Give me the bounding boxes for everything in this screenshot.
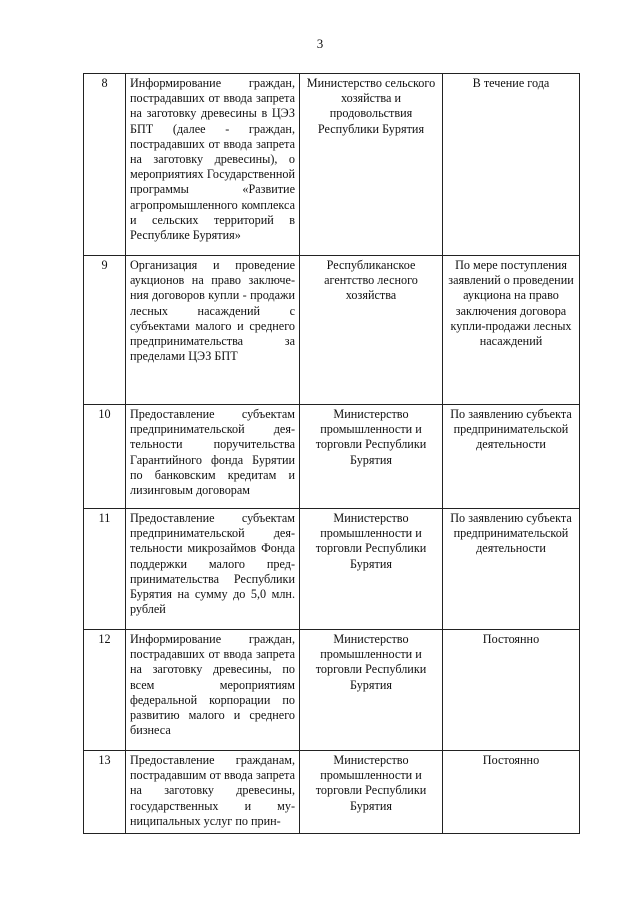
- measures-table: [83, 73, 580, 834]
- executor-cell: Республиканское агентство лесного хозяйства: [300, 256, 443, 405]
- table-row: [84, 256, 580, 405]
- executor-cell: Министерство промышленности и торговли Республики Бурятия: [300, 630, 443, 751]
- measure-description: Предоставление гражданам, пострадавшим от ввода запрета на заготовку древесины, государственных и муниципальных услуг по прин-: [126, 751, 300, 834]
- measure-description: Информирование граждан, пострадавших от ввода запрета на заготовку древесины, по всем мероприятиям федеральной корпорации по развитию малого и среднего бизнеса: [126, 630, 300, 751]
- measure-description: Предоставление субъектам предпринимательской деятельности поручительства Гарантийного фонда Бурятии по банковским кредитам и лизинговым договорам: [126, 405, 300, 509]
- term-cell: По заявлению субъекта предпринимательской деятельности: [443, 405, 580, 509]
- term-cell: Постоянно: [443, 630, 580, 751]
- measure-description: Организация и проведение аукционов на право заключения договоров купли - продажи лесных насаждений с субъектами малого и среднего предпринимательства за пределами ЦЭЗ БПТ: [126, 256, 300, 405]
- row-number: 9: [84, 256, 126, 405]
- table-row: [84, 751, 580, 834]
- row-number: 13: [84, 751, 126, 834]
- measure-description: Информирование граждан, пострадавших от ввода запрета на заготовку древесины в ЦЭЗ БПТ (далее - граждан, пострадавших от ввода запрета на заготовку древесины), о мероприятиях Государственной программы «Развитие агропромышленного комплекса и сельских территорий в Республике Бурятия»: [126, 74, 300, 256]
- measure-description: Предоставление субъектам предпринимательской деятельности микрозаймов Фонда поддержки малого предпринимательства Республики Бурятия на сумму до 5,0 млн. рублей: [126, 509, 300, 630]
- table-row: [84, 405, 580, 509]
- term-cell: В течение года: [443, 74, 580, 256]
- table-row: [84, 509, 580, 630]
- row-number: 11: [84, 509, 126, 630]
- executor-cell: Министерство сельского хозяйства и продовольствия Республики Бурятия: [300, 74, 443, 256]
- row-number: 8: [84, 74, 126, 256]
- row-number: 10: [84, 405, 126, 509]
- term-cell: По мере поступления заявлений о проведении аукциона на право заключения договора купли-продажи лесных насаждений: [443, 256, 580, 405]
- executor-cell: Министерство промышленности и торговли Республики Бурятия: [300, 751, 443, 834]
- executor-cell: Министерство промышленности и торговли Республики Бурятия: [300, 509, 443, 630]
- table-row: [84, 630, 580, 751]
- row-number: 12: [84, 630, 126, 751]
- term-cell: По заявлению субъекта предпринимательской деятельности: [443, 509, 580, 630]
- table-row: [84, 74, 580, 256]
- executor-cell: Министерство промышленности и торговли Республики Бурятия: [300, 405, 443, 509]
- page-number: 3: [316, 36, 324, 51]
- term-cell: Постоянно: [443, 751, 580, 834]
